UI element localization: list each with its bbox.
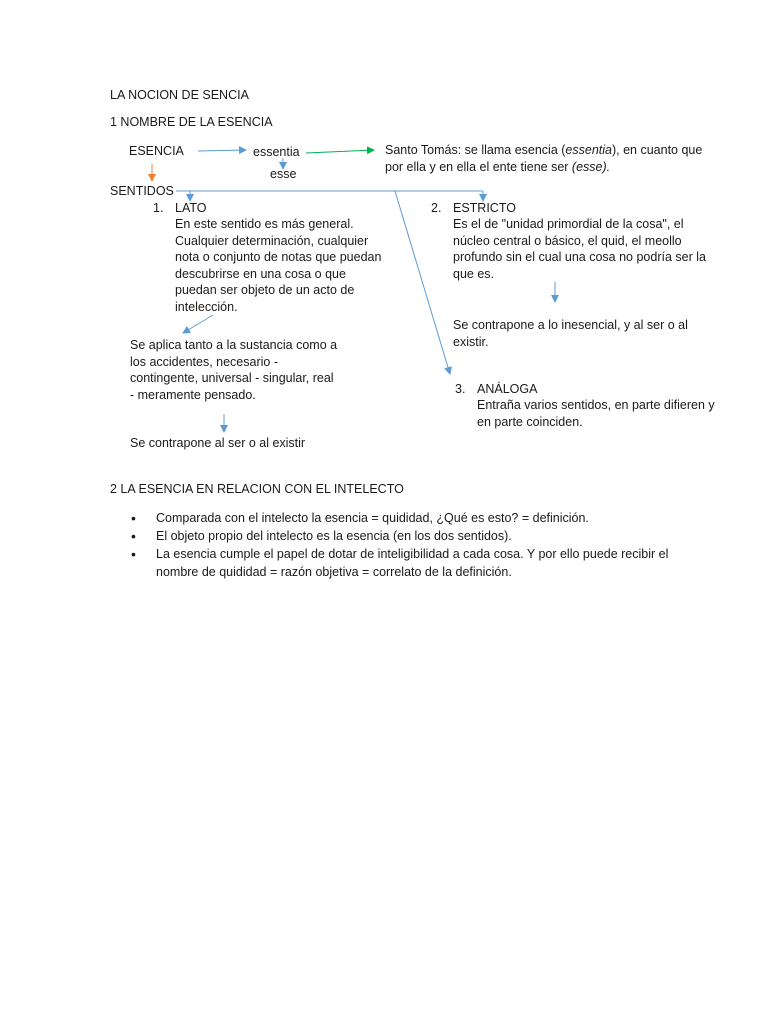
- section-1-heading: 1 NOMBRE DE LA ESENCIA: [110, 115, 273, 129]
- santo-tomas-line-1: Santo Tomás: se llama esencia (essentia), en cuanto que: [385, 143, 703, 157]
- lato-heading: [153, 200, 207, 217]
- analoga-number: 3.: [455, 382, 466, 396]
- estricto-text: Es el de "unidad primordial de la cosa", el núcleo central o básico, el quid, el meollo profundo sin el cual una cosa no podría ser la que es.: [453, 217, 706, 281]
- arrow-lato-to-aplica: [183, 315, 213, 333]
- list-item: • El objeto propio del intelecto es la esencia (en los dos sentidos).: [130, 527, 705, 545]
- section-2-heading: 2 LA ESENCIA EN RELACION CON EL INTELECTO: [110, 482, 404, 496]
- diagram-essentia: essentia: [253, 145, 300, 159]
- lato-title: LATO: [175, 201, 207, 215]
- estricto-contrast: Se contrapone a lo inesencial, y al ser o al existir.: [453, 318, 688, 349]
- estricto-number: 2.: [431, 201, 442, 215]
- arrow-essentia-to-santo-tomas: [306, 150, 374, 153]
- arrow-to-analoga: [395, 191, 450, 374]
- lato-text: En este sentido es más general. Cualquier determinación, cualquier nota o conjunto de notas que puedan descubrirse en una cosa o que puedan ser objeto de un acto de intelección.: [175, 217, 382, 314]
- lato-applies: Se aplica tanto a la sustancia como a los accidentes, necesario - contingente, universal - singular, real - meramente pensado.: [130, 338, 338, 402]
- list-item: • La esencia cumple el papel de dotar de inteligibilidad a cada cosa. Y por ello puede recibir el nombre de quididad = razón objetiva = correlato de la definición.: [130, 545, 705, 581]
- lato-number: 1.: [153, 201, 164, 215]
- santo-tomas-line-2: por ella y en ella el ente tiene ser (esse).: [385, 159, 611, 174]
- arrow-esencia-to-essentia: [198, 150, 246, 151]
- page-title: LA NOCION DE SENCIA: [110, 88, 249, 102]
- section-2-list: [130, 509, 705, 581]
- analoga-heading: [455, 381, 537, 398]
- diagram-esse: esse: [270, 167, 297, 181]
- estricto-heading: [431, 200, 516, 217]
- santo-tomas-quote: [385, 142, 702, 175]
- analoga-text: Entraña varios sentidos, en parte difieren y en parte coinciden.: [477, 398, 715, 429]
- estricto-title: ESTRICTO: [453, 201, 516, 215]
- lato-contrast: Se contrapone al ser o al existir: [130, 436, 306, 450]
- diagram-esencia: ESENCIA: [129, 144, 184, 158]
- diagram-sentidos: SENTIDOS: [110, 184, 174, 198]
- analoga-title: ANÁLOGA: [477, 382, 538, 396]
- list-item: • Comparada con el intelecto la esencia = quididad, ¿Qué es esto? = definición.: [130, 509, 705, 527]
